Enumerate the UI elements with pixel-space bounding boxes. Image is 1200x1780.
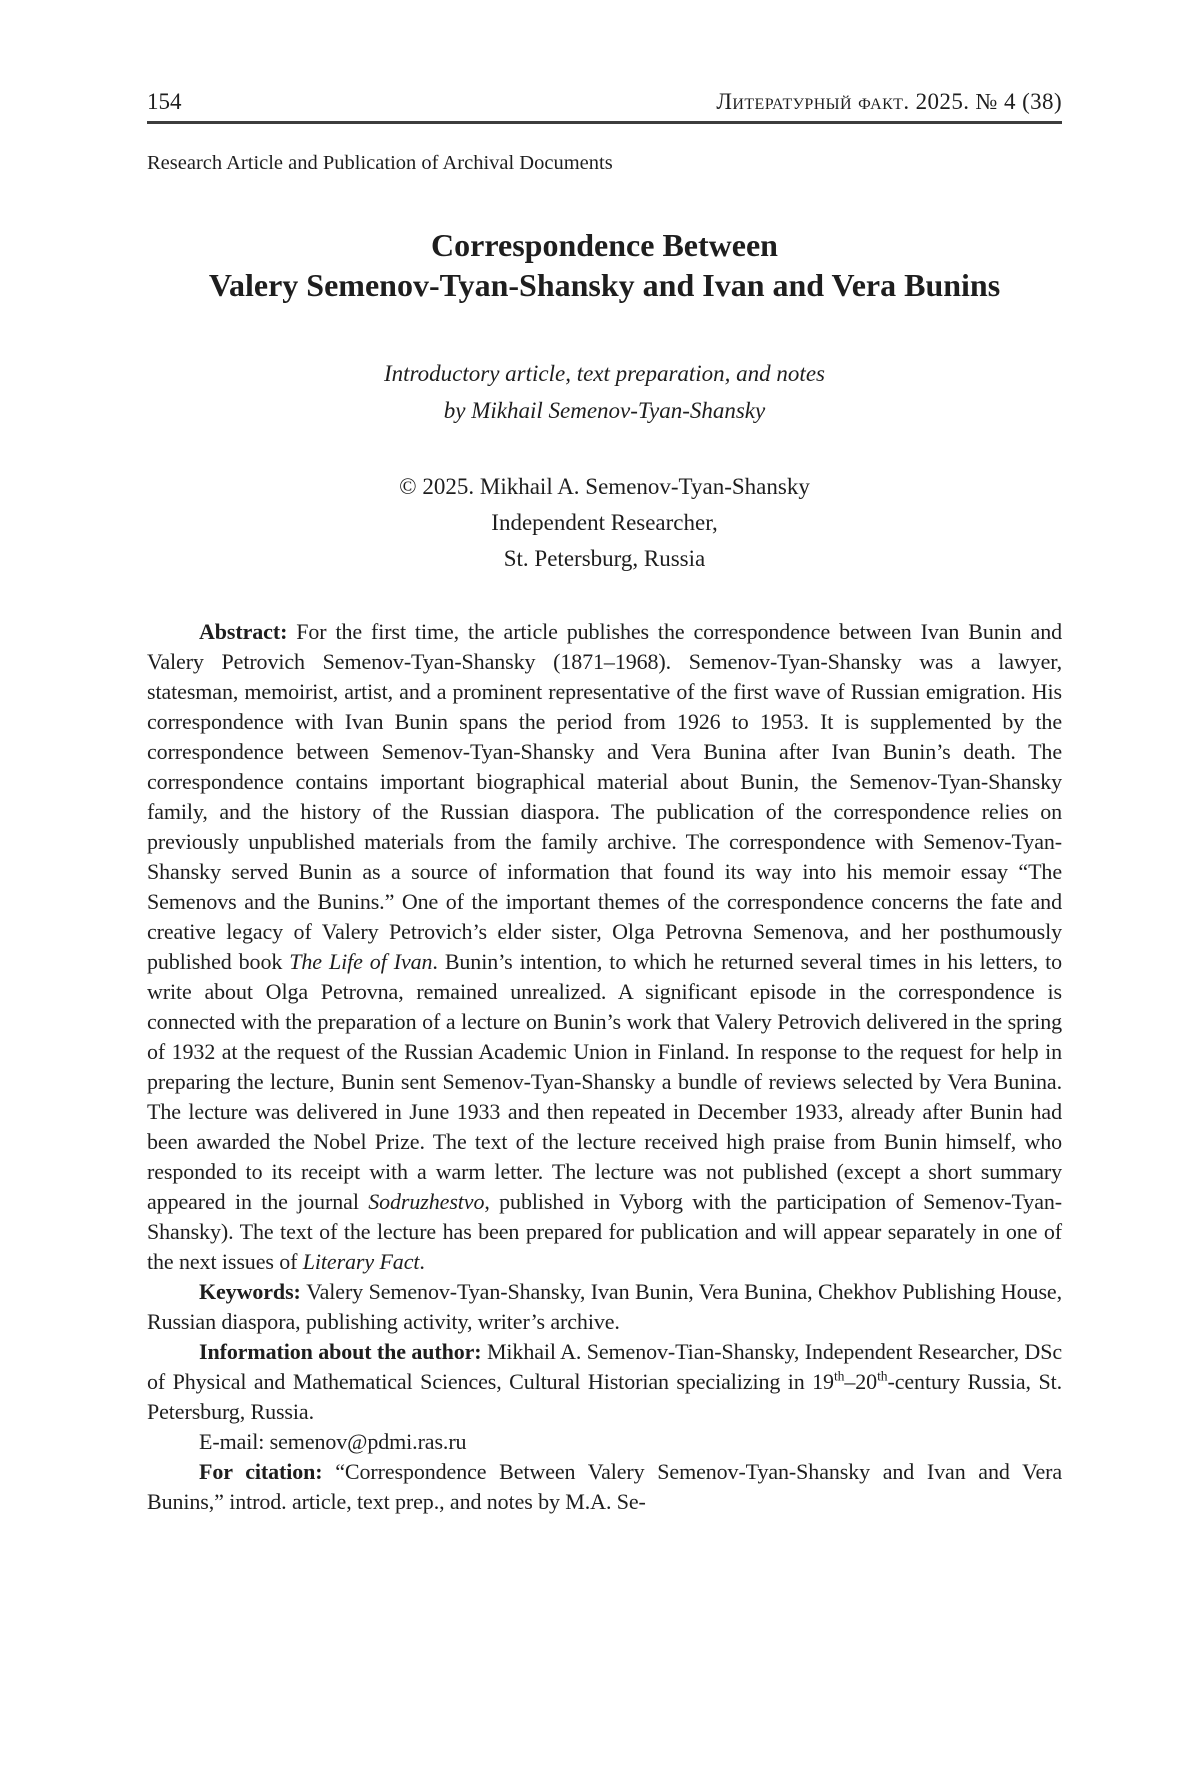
subtitle-line-1: Introductory article, text preparation, and notes — [384, 361, 825, 386]
article-title-line-2: Valery Semenov-Tyan-Shansky and Ivan and Vera Bunins — [208, 267, 1001, 303]
citation-paragraph: For citation: “Correspondence Between Valery Semenov-Tyan-Shansky and Ivan and Vera Bunins,” introd. article, text prep., and notes by M.A. Se- — [147, 1459, 1062, 1514]
article-type-label: Research Article and Publication of Archival Documents — [147, 152, 613, 174]
header-rule — [147, 121, 1062, 124]
article-front-matter — [147, 617, 1062, 1517]
email-line: E-mail: semenov@pdmi.ras.ru — [199, 1429, 467, 1454]
author-info-paragraph: Information about the author: Mikhail A. Semenov-Tian-Shansky, Independent Researcher, DSc of Physical and Mathematical Sciences, Cultural Historian specializing in 19th–20th-century Russia, St. Petersburg, Russia. — [147, 1339, 1062, 1424]
copyright-block — [147, 469, 1062, 577]
subtitle — [147, 355, 1062, 429]
page-number: 154 — [147, 89, 182, 114]
subtitle-line-2: by Mikhail Semenov-Tyan-Shansky — [443, 398, 766, 423]
article-title — [147, 225, 1062, 305]
affiliation-line: Independent Researcher, — [491, 510, 718, 535]
article-title-line-1: Correspondence Between — [431, 227, 778, 263]
keywords-paragraph: Keywords: Valery Semenov-Tyan-Shansky, Ivan Bunin, Vera Bunina, Chekhov Publishing House, Russian diaspora, publishing activity, writer’s archive. — [147, 1279, 1062, 1334]
location-line: St. Petersburg, Russia — [503, 546, 706, 571]
running-head — [147, 90, 1062, 114]
journal-header: Литературный факт. 2025. № 4 (38) — [716, 89, 1062, 114]
copyright-line: © 2025. Mikhail A. Semenov-Tyan-Shansky — [399, 474, 810, 499]
abstract-paragraph: Abstract: For the first time, the article publishes the correspondence between Ivan Bunin and Valery Petrovich Semenov-Tyan-Shansky (1871–1968). Semenov-Tyan-Shansky was a lawyer, statesman, memoirist, artist, and a prominent representative of the first wave of Russian emigration. His correspondence with Ivan Bunin spans the period from 1926 to 1953. It is supplemented by the correspondence between Semenov-Tyan-Shansky and Vera Bunina after Ivan Bunin’s death. The correspondence contains important biographical material about Bunin, the Semenov-Tyan-Shansky family, and the history of the Russian diaspora. The publication of the correspondence relies on previously unpublished materials from the family archive. The correspondence with Semenov-Tyan-Shansky served Bunin as a source of information that found its way into his memoir essay “The Semenovs and the Bunins.” One of the important themes of the correspondence concerns the fate and creative legacy of Valery Petrovich’s elder sister, Olga Petrovna Semenova, and her posthumously published book The Life of Ivan. Bunin’s intention, to which he returned several times in his letters, to write about Olga Petrovna, remained unrealized. A significant episode in the correspondence is connected with the preparation of a lecture on Bunin’s work that Valery Petrovich delivered in the spring of 1932 at the request of the Russian Academic Union in Finland. In response to the request for help in preparing the lecture, Bunin sent Semenov-Tyan-Shansky a bundle of reviews selected by Vera Bunina. The lecture was delivered in June 1933 and then repeated in December 1933, already after Bunin had been awarded the Nobel Prize. The text of the lecture received high praise from Bunin himself, who responded to its receipt with a warm letter. The lecture was not published (except a short summary appeared in the journal Sodruzhestvo, published in Vyborg with the participation of Semenov-Tyan-Shansky). The text of the lecture has been prepared for publication and will appear separately in one of the next issues of Literary Fact. — [147, 619, 1062, 1274]
